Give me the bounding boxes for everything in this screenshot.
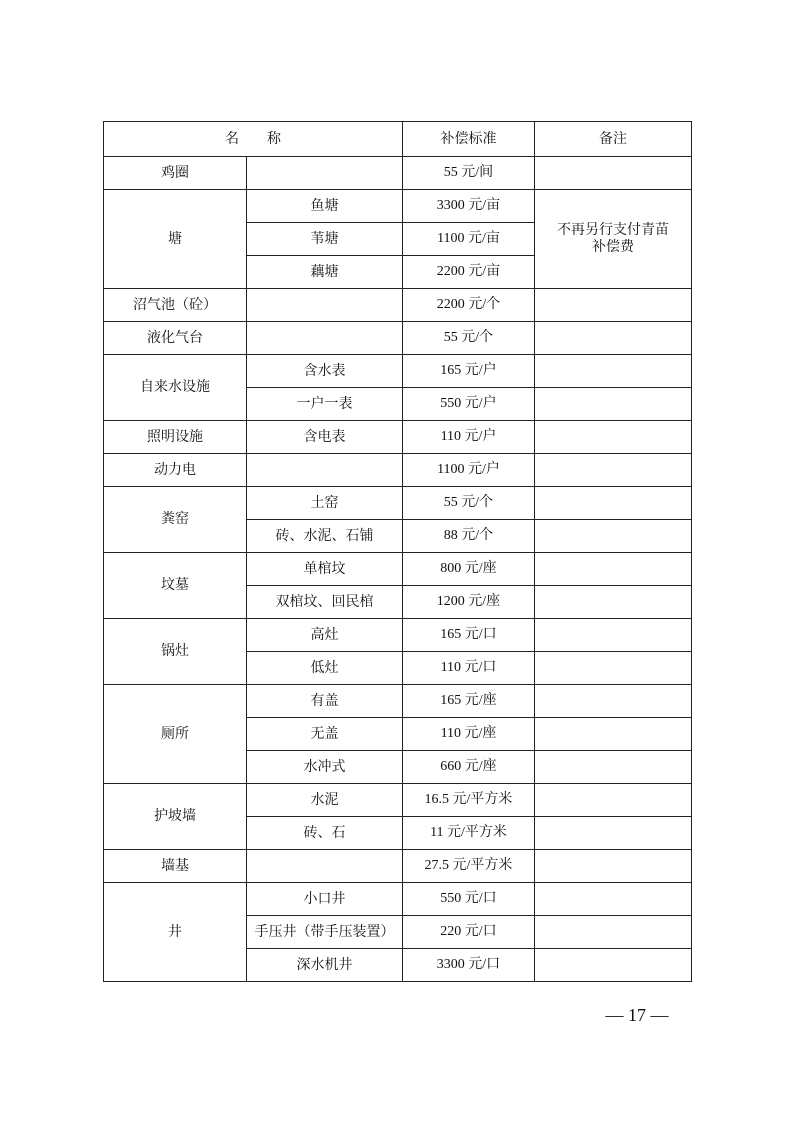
item-remark xyxy=(535,883,692,916)
table-row xyxy=(104,322,692,355)
compensation-table xyxy=(103,121,692,982)
item-standard: 55 元/个 xyxy=(403,487,535,520)
item-remark xyxy=(535,718,692,751)
table-row xyxy=(104,190,692,223)
item-subtype: 砖、石 xyxy=(247,817,403,850)
item-remark xyxy=(535,157,692,190)
header-remark: 备注 xyxy=(535,122,692,157)
item-remark xyxy=(535,916,692,949)
item-name: 护坡墙 xyxy=(104,784,247,850)
item-standard: 27.5 元/平方米 xyxy=(403,850,535,883)
item-standard: 660 元/座 xyxy=(403,751,535,784)
item-remark xyxy=(535,619,692,652)
item-remark xyxy=(535,421,692,454)
item-subtype: 无盖 xyxy=(247,718,403,751)
item-standard: 2200 元/亩 xyxy=(403,256,535,289)
item-subtype: 一户一表 xyxy=(247,388,403,421)
item-standard: 16.5 元/平方米 xyxy=(403,784,535,817)
item-remark xyxy=(535,652,692,685)
item-subtype: 含水表 xyxy=(247,355,403,388)
table-row xyxy=(104,487,692,520)
item-standard: 550 元/户 xyxy=(403,388,535,421)
item-standard: 1100 元/亩 xyxy=(403,223,535,256)
item-standard: 55 元/个 xyxy=(403,322,535,355)
table-row xyxy=(104,619,692,652)
item-remark xyxy=(535,289,692,322)
item-name: 沼气池（砼） xyxy=(104,289,247,322)
item-subtype: 小口井 xyxy=(247,883,403,916)
item-remark xyxy=(535,454,692,487)
table-row xyxy=(104,289,692,322)
table-row xyxy=(104,883,692,916)
item-remark xyxy=(535,355,692,388)
item-standard: 1100 元/户 xyxy=(403,454,535,487)
item-remark xyxy=(535,784,692,817)
item-remark xyxy=(535,388,692,421)
item-name: 粪窑 xyxy=(104,487,247,553)
table-row xyxy=(104,421,692,454)
item-remark xyxy=(535,586,692,619)
item-subtype: 手压井（带手压装置） xyxy=(247,916,403,949)
item-name: 塘 xyxy=(104,190,247,289)
item-name: 照明设施 xyxy=(104,421,247,454)
item-subtype xyxy=(247,850,403,883)
item-name: 液化气台 xyxy=(104,322,247,355)
item-standard: 3300 元/亩 xyxy=(403,190,535,223)
item-name: 锅灶 xyxy=(104,619,247,685)
item-subtype: 含电表 xyxy=(247,421,403,454)
item-subtype xyxy=(247,289,403,322)
item-remark xyxy=(535,751,692,784)
item-subtype: 低灶 xyxy=(247,652,403,685)
item-standard: 110 元/户 xyxy=(403,421,535,454)
item-standard: 110 元/座 xyxy=(403,718,535,751)
item-subtype: 水泥 xyxy=(247,784,403,817)
item-name: 墙基 xyxy=(104,850,247,883)
item-subtype: 土窑 xyxy=(247,487,403,520)
item-standard: 3300 元/口 xyxy=(403,949,535,982)
item-remark xyxy=(535,817,692,850)
item-standard: 165 元/口 xyxy=(403,619,535,652)
item-subtype xyxy=(247,322,403,355)
table-row xyxy=(104,685,692,718)
item-standard: 11 元/平方米 xyxy=(403,817,535,850)
item-remark xyxy=(535,487,692,520)
item-standard: 55 元/间 xyxy=(403,157,535,190)
item-subtype: 高灶 xyxy=(247,619,403,652)
item-remark xyxy=(535,850,692,883)
item-remark xyxy=(535,520,692,553)
table-row xyxy=(104,784,692,817)
item-subtype xyxy=(247,454,403,487)
item-standard: 800 元/座 xyxy=(403,553,535,586)
item-standard: 1200 元/座 xyxy=(403,586,535,619)
table-header-row xyxy=(104,122,692,157)
item-standard: 110 元/口 xyxy=(403,652,535,685)
item-subtype: 单棺坟 xyxy=(247,553,403,586)
table-row xyxy=(104,355,692,388)
item-standard: 88 元/个 xyxy=(403,520,535,553)
item-subtype: 双棺坟、回民棺 xyxy=(247,586,403,619)
item-standard: 2200 元/个 xyxy=(403,289,535,322)
item-standard: 165 元/座 xyxy=(403,685,535,718)
item-standard: 220 元/口 xyxy=(403,916,535,949)
item-remark xyxy=(535,553,692,586)
item-name: 动力电 xyxy=(104,454,247,487)
item-remark xyxy=(535,685,692,718)
item-name: 鸡圈 xyxy=(104,157,247,190)
item-subtype xyxy=(247,157,403,190)
item-name: 井 xyxy=(104,883,247,982)
item-remark xyxy=(535,322,692,355)
table-row xyxy=(104,850,692,883)
table-row xyxy=(104,157,692,190)
item-subtype: 水冲式 xyxy=(247,751,403,784)
item-subtype: 鱼塘 xyxy=(247,190,403,223)
table-row xyxy=(104,553,692,586)
item-standard: 165 元/户 xyxy=(403,355,535,388)
item-subtype: 深水机井 xyxy=(247,949,403,982)
item-subtype: 藕塘 xyxy=(247,256,403,289)
item-name: 自来水设施 xyxy=(104,355,247,421)
item-name: 厕所 xyxy=(104,685,247,784)
item-subtype: 苇塘 xyxy=(247,223,403,256)
remark-text: 不再另行支付青苗补偿费 xyxy=(557,222,669,255)
page-number: — 17 — xyxy=(605,1005,669,1025)
item-subtype: 有盖 xyxy=(247,685,403,718)
item-subtype: 砖、水泥、石铺 xyxy=(247,520,403,553)
header-name: 名称 xyxy=(104,122,403,157)
item-remark xyxy=(535,190,692,289)
table-row xyxy=(104,454,692,487)
item-standard: 550 元/口 xyxy=(403,883,535,916)
header-standard: 补偿标准 xyxy=(403,122,535,157)
item-remark xyxy=(535,949,692,982)
item-name: 坟墓 xyxy=(104,553,247,619)
